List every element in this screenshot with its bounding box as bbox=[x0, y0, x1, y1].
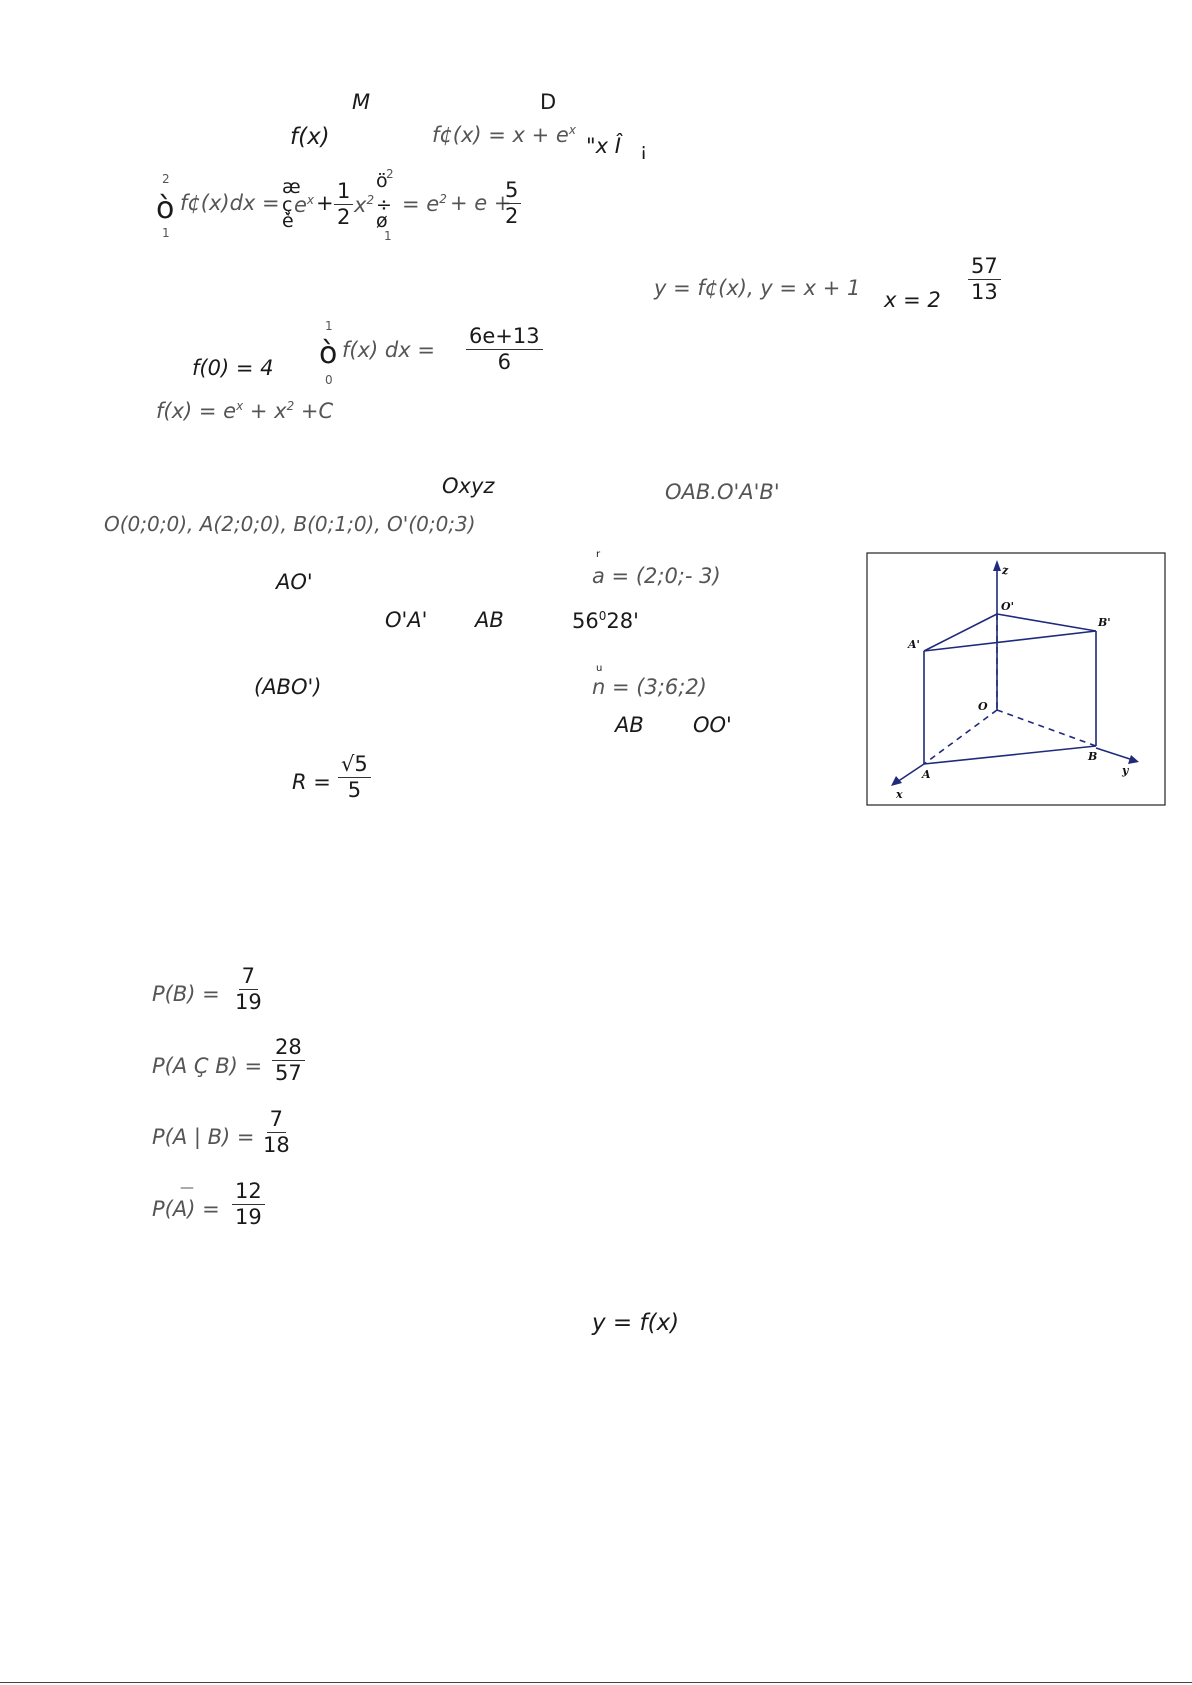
radius-den: 5 bbox=[347, 778, 362, 803]
prob-a-and-b: P(A Ç B) = bbox=[152, 1054, 263, 1078]
prob-not-a-value bbox=[232, 1180, 265, 1229]
int2-lower: 0 bbox=[325, 373, 333, 387]
label-o: O bbox=[978, 700, 988, 713]
prism-label: OAB.O'A'B' bbox=[665, 480, 780, 504]
label-a-prime: A' bbox=[908, 638, 920, 651]
frac-57-13 bbox=[968, 255, 1001, 304]
figure-frame bbox=[867, 553, 1165, 805]
prob-a-and-b-value bbox=[272, 1036, 305, 1085]
oxyz-label: Oxyz bbox=[442, 474, 495, 498]
footer-rule bbox=[0, 1682, 1192, 1683]
ab-segment: AB bbox=[475, 608, 504, 632]
int2-upper: 1 bbox=[325, 319, 333, 333]
result-e2 bbox=[402, 193, 447, 215]
e-base: e bbox=[294, 193, 307, 217]
result-plus: + e + bbox=[450, 191, 512, 215]
prism-figure bbox=[866, 552, 1166, 806]
rbrace-mid: ÷ bbox=[376, 194, 392, 216]
half-frac bbox=[334, 180, 353, 229]
x-equals-2: x = 2 bbox=[884, 288, 941, 312]
int2-den: 6 bbox=[497, 350, 511, 375]
int2-integrand: f(x) dx = bbox=[342, 338, 435, 362]
ab-line: AB bbox=[615, 713, 644, 737]
vec-a-arrow: r bbox=[596, 549, 601, 560]
prob-not-a: P(A) = bbox=[152, 1197, 220, 1221]
fx-formula-a: f(x) = e bbox=[156, 399, 237, 423]
vec-a: a = (2;0;- 3) bbox=[592, 564, 721, 588]
y-equals-fx: y = f(x) bbox=[592, 1310, 680, 1336]
e-exp: x bbox=[306, 193, 315, 207]
int1-upper: 2 bbox=[162, 172, 170, 186]
eval-lower: 1 bbox=[384, 229, 392, 243]
angle-value bbox=[572, 610, 639, 632]
lbrace-mid: ç bbox=[282, 194, 293, 216]
rbrace-top: ö bbox=[376, 170, 388, 192]
int2-num: 6e+13 bbox=[466, 325, 543, 350]
rbrace-bot: ø bbox=[376, 210, 388, 232]
label-a: A bbox=[922, 768, 931, 781]
prob-ab-den: 57 bbox=[275, 1061, 302, 1086]
derivative-text: f¢(x) = x + e bbox=[432, 123, 569, 147]
x2-term bbox=[354, 194, 374, 216]
int2-result bbox=[466, 325, 543, 374]
lbrace-bot: è bbox=[282, 210, 294, 232]
label-m: M bbox=[352, 90, 371, 114]
lbrace-top: æ bbox=[282, 176, 301, 198]
half-den: 2 bbox=[337, 205, 351, 230]
int1-integrand: f¢(x)dx = bbox=[180, 191, 280, 215]
frac-57-num: 57 bbox=[968, 255, 1001, 280]
prob-ab-num: 28 bbox=[272, 1036, 305, 1061]
complement-bar: — bbox=[180, 1180, 194, 1196]
fx-formula-exp2: 2 bbox=[286, 399, 295, 413]
fx-formula-b: + x bbox=[249, 399, 287, 423]
int1-symbol: ò bbox=[156, 191, 175, 226]
label-z: z bbox=[1002, 564, 1009, 577]
prob-b-den: 19 bbox=[235, 990, 262, 1015]
e-term bbox=[294, 194, 314, 216]
plus-1: + bbox=[316, 191, 334, 215]
radius-num: √5 bbox=[338, 753, 371, 778]
prob-na-den: 19 bbox=[235, 1205, 262, 1230]
prob-agb-den: 18 bbox=[263, 1133, 290, 1158]
five-num: 5 bbox=[502, 179, 521, 204]
prob-b: P(B) = bbox=[152, 982, 220, 1006]
oo-line: OO' bbox=[693, 713, 732, 737]
result-exp: 2 bbox=[439, 192, 447, 206]
radius-value bbox=[338, 753, 371, 802]
label-d: D bbox=[540, 90, 557, 114]
forall-symbol: "x Î bbox=[586, 134, 621, 158]
points-coords: O(0;0;0), A(2;0;0), B(0;1;0), O'(0;0;3) bbox=[104, 512, 476, 536]
x2-exp: 2 bbox=[366, 193, 375, 207]
prob-b-num: 7 bbox=[239, 965, 258, 990]
label-o-prime: O' bbox=[1001, 600, 1014, 613]
angle-deg-mark: 0 bbox=[598, 609, 607, 623]
oa-segment: O'A' bbox=[385, 608, 428, 632]
label-b: B bbox=[1088, 750, 1098, 763]
fx-formula-c: +C bbox=[300, 399, 334, 423]
int2-symbol: ò bbox=[319, 336, 338, 371]
prob-agb-num: 7 bbox=[267, 1108, 286, 1133]
fx-formula-exp: x bbox=[236, 399, 244, 413]
five-half bbox=[502, 179, 521, 228]
result-text: = e bbox=[402, 192, 440, 216]
prob-a-given-b: P(A | B) = bbox=[152, 1125, 255, 1149]
f0-condition: f(0) = 4 bbox=[192, 356, 274, 380]
prob-a-given-b-value bbox=[260, 1108, 293, 1157]
reals-symbol: ¡ bbox=[640, 140, 648, 161]
eval-upper: 2 bbox=[386, 167, 394, 181]
fx-formula bbox=[156, 400, 333, 422]
prob-b-value bbox=[232, 965, 265, 1014]
curves-expr: y = f¢(x), y = x + 1 bbox=[654, 276, 861, 300]
angle-min: 28' bbox=[606, 609, 639, 633]
vec-n-arrow: u bbox=[596, 663, 603, 674]
half-num: 1 bbox=[334, 180, 353, 205]
ao-segment: AO' bbox=[276, 570, 313, 594]
label-x: x bbox=[896, 788, 903, 801]
prob-na-num: 12 bbox=[232, 1180, 265, 1205]
fx-label: f(x) bbox=[290, 124, 330, 150]
x2-base: x bbox=[354, 193, 367, 217]
vec-n: n = (3;6;2) bbox=[592, 675, 707, 699]
plane-abo: (ABO') bbox=[254, 675, 322, 699]
radius-label: R = bbox=[292, 770, 331, 794]
int1-lower: 1 bbox=[162, 226, 170, 240]
angle-deg: 56 bbox=[572, 609, 599, 633]
frac-57-den: 13 bbox=[971, 280, 998, 305]
label-b-prime: B' bbox=[1098, 616, 1111, 629]
derivative-expr bbox=[432, 124, 576, 146]
label-y: y bbox=[1122, 764, 1129, 777]
five-den: 2 bbox=[505, 204, 519, 229]
derivative-exp: x bbox=[568, 123, 576, 137]
